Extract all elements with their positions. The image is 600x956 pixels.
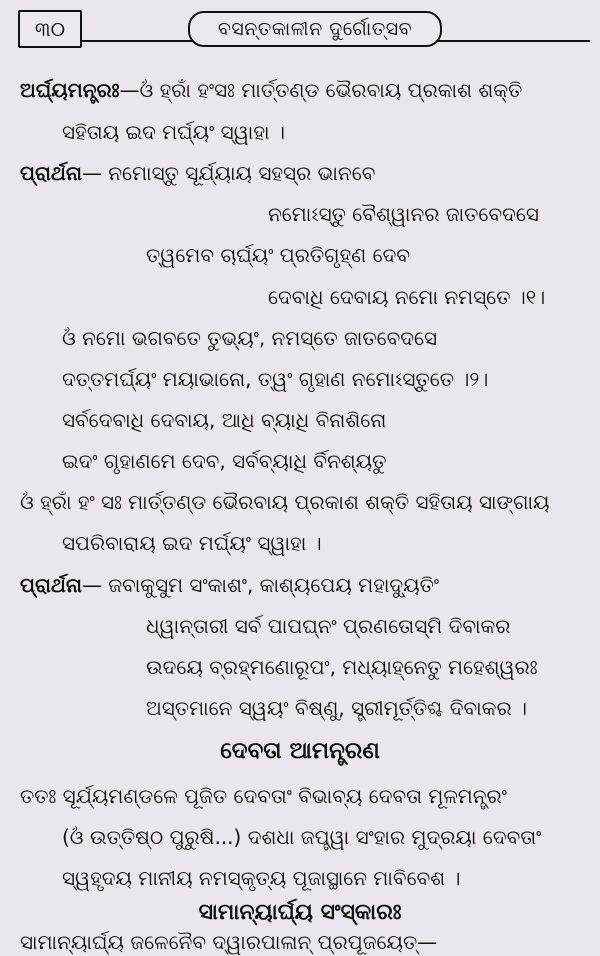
- verse-line: ଇଦଂ ଗୃହାଣମେ ଦେବ, ସର୍ବବ୍ୟାଧି ର୍ବିନଶ୍ୟତୁ: [62, 449, 387, 473]
- arghya-mantra-line: [20, 76, 522, 104]
- page-header: [18, 10, 590, 52]
- prayer-label: ପ୍ରାର୍ଥନା: [20, 573, 82, 597]
- paragraph-line: ସାମାନ୍ୟାର୍ଘ୍ୟ ଜଳେନୈବ ଦ୍ୱାରପାଳାନ୍ ପ୍ରପୂଜୟେତ୍—: [20, 930, 438, 954]
- arghya-mantra-label: ଅର୍ଘ୍ୟମନ୍ତ୍ରଃ: [20, 78, 120, 102]
- section-heading: ଦେବତା ଆମନ୍ତ୍ରଣ: [220, 738, 380, 764]
- verse-line: ଅସ୍ତମାନେ ସ୍ୱୟଂ ବିଷ୍ଣୁ, ସ୍ତ୍ରୀମୂର୍ତ୍ତିଶ୍ଚ ଦିବାକର ।: [146, 696, 527, 720]
- paragraph-line: ସ୍ୱହୃଦୟ ମାନୀୟ ନମସ୍କୃତ୍ୟ ପୂଜାସ୍ଥାନେ ମାବିବେଶ ।: [62, 866, 461, 890]
- verse-line: ନମୋଽସ୍ତୁ ବୈଶ୍ୱାନର ଜାତବେଦସେ: [268, 202, 539, 226]
- verse-line: ସହିତାୟ ଇଦ ମର୍ଘ୍ୟଂ ସ୍ୱାହା ।: [62, 120, 285, 144]
- verse-line: ସର୍ବଦେବାଧି ଦେବାୟ, ଆଧି ବ୍ୟାଧି ବିନାଶିନୋ: [62, 408, 387, 432]
- running-title: ବସନ୍ତକାଳୀନ ଦୁର୍ଗୋତ୍ସବ: [188, 11, 442, 47]
- prayer-line: [20, 571, 439, 599]
- prayer-line: [20, 159, 375, 187]
- arghya-mantra-text: —ଓଁ ହ୍ରାଁ ହଂସଃ ମାର୍ତ୍ତଣ୍ଡ ଭୈରବାୟ ପ୍ରକାଶ ଶକ୍ତି: [119, 78, 523, 102]
- prayer-text: — ନମୋସ୍ତୁ ସୂର୍ଯ୍ୟାୟ ସହସ୍ର ଭାନବେ: [81, 161, 376, 185]
- verse-line: ଉଦୟେ ବ୍ରହ୍ମଣୋରୂପଂ, ମଧ୍ୟାହ୍ନେତୁ ମହେଶ୍ୱରଃ: [146, 655, 538, 679]
- verse-line: ତ୍ୱମେବ ଚାର୍ଘ୍ୟଂ ପ୍ରତିଗୃହ୍ଣ ଦେବ: [146, 243, 411, 267]
- prayer-label: ପ୍ରାର୍ଥନା: [20, 161, 82, 185]
- verse-line: ଓଁ ନମୋ ଭଗବତେ ତୁଭ୍ୟଂ, ନମସ୍ତେ ଜାତବେଦସେ: [62, 326, 438, 350]
- prayer-text: — ଜବାକୁସୁମ ସଂକାଶଂ, କାଶ୍ୟପେୟ ମହାଦ୍ୟୁତିଂ: [81, 573, 440, 597]
- paragraph-line: (ଓଁ ଉତ୍ତିଷ୍ଠ ପୁରୁଷି...) ଦଶଧା ଜପ୍ତ୍ୱା ସଂହାର ମୁଦ୍ରୟା ଦେବତାଂ: [62, 825, 542, 849]
- section-heading: ସାମାନ୍ୟାର୍ଘ୍ୟ ସଂସ୍କାରଃ: [198, 900, 402, 925]
- paragraph-line: ତତଃ ସୂର୍ଯ୍ୟମଣ୍ଡଳେ ପୂଜିତ ଦେବତାଂ ବିଭାବ୍ୟ ଦେବତା ମୂଳମନ୍ତ୍ରଂ: [20, 784, 507, 808]
- verse-line: ଦତ୍ତମର୍ଘ୍ୟଂ ମୟାଭାନୋ, ତ୍ୱଂ ଗୃହାଣ ନମୋଽସ୍ତୁତେ ।୨।: [62, 367, 489, 391]
- verse-line: ଦେବାଧି ଦେବାୟ ନମୋ ନମସ୍ତେ ।୧।: [268, 285, 546, 309]
- verse-line: ଓଁ ହ୍ରାଁ ହଂ ସଃ ମାର୍ତ୍ତଣ୍ଡ ଭୈରବାୟ ପ୍ରକାଶ ଶକ୍ତି ସହିତାୟ ସାଙ୍ଗାୟ: [20, 490, 550, 514]
- verse-line: ସପରିବାରାୟ ଇଦ ମର୍ଘ୍ୟଂ ସ୍ୱାହା ।: [62, 531, 322, 555]
- page-number: ୩୦: [18, 10, 82, 48]
- verse-line: ଧ୍ୱାନ୍ତାରୀ ସର୍ବ ପାପଘ୍ନଂ ପ୍ରଣତୋସ୍ମି ଦିବାକର: [146, 614, 511, 638]
